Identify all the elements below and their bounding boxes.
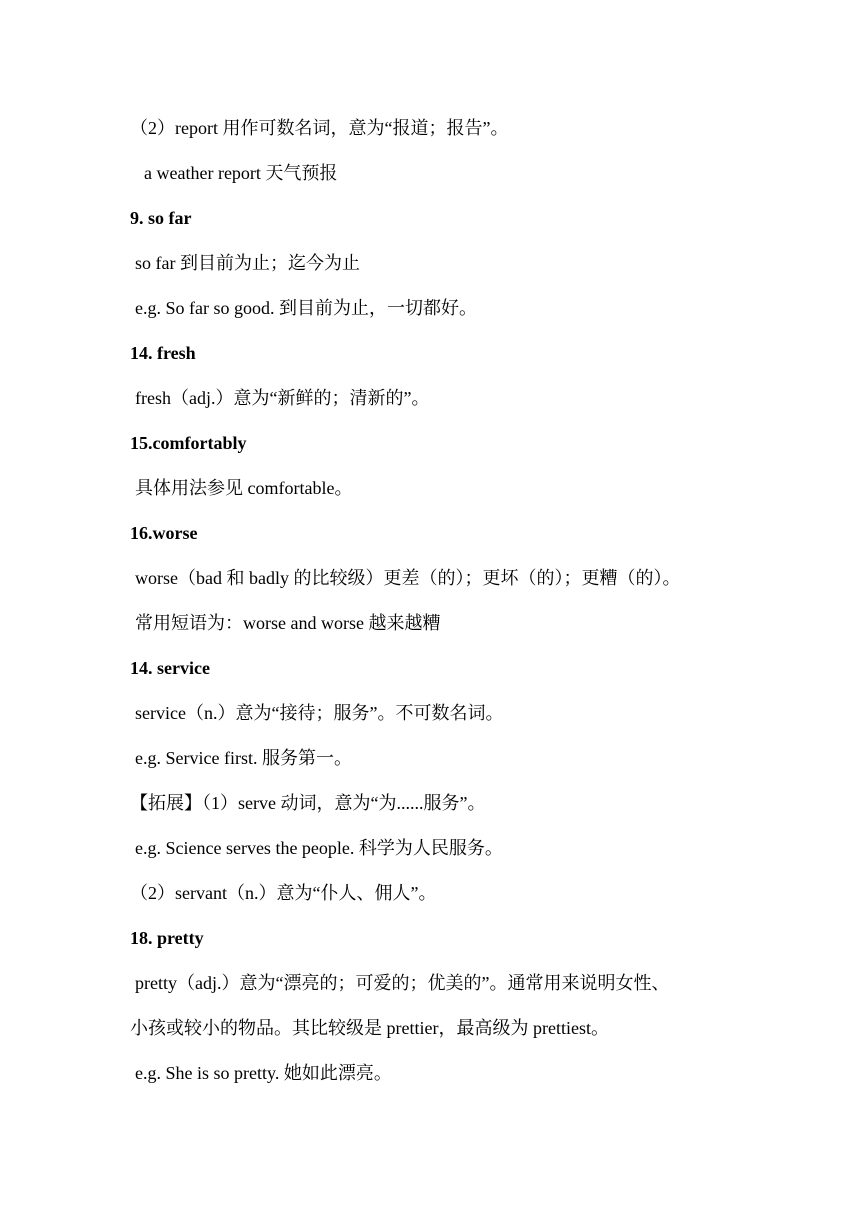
text-line: 具体用法参见 comfortable。 [135, 478, 353, 498]
section-heading: 16.worse [130, 523, 198, 543]
text-line: pretty（adj.）意为“漂亮的；可爱的；优美的”。通常用来说明女性、 [135, 973, 670, 993]
section-heading: 18. pretty [130, 928, 204, 948]
text-line: 常用短语为：worse and worse 越来越糟 [135, 613, 441, 633]
text-line: fresh（adj.）意为“新鲜的；清新的”。 [135, 388, 430, 408]
text-line: （2）servant（n.）意为“仆人、佣人”。 [130, 883, 437, 903]
section-heading: 9. so far [130, 208, 192, 228]
text-line: worse（bad 和 badly 的比较级）更差（的）；更坏（的）；更糟（的）。 [135, 568, 681, 588]
section-heading: 15.comfortably [130, 433, 247, 453]
text-line: service（n.）意为“接待；服务”。不可数名词。 [135, 703, 504, 723]
text-line: （2）report 用作可数名词，意为“报道；报告”。 [130, 118, 509, 138]
section-heading: 14. fresh [130, 343, 196, 363]
text-line: a weather report 天气预报 [144, 163, 338, 183]
text-line: 【拓展】（1）serve 动词，意为“为......服务”。 [130, 793, 486, 813]
section-heading: 14. service [130, 658, 210, 678]
example-line: e.g. Science serves the people. 科学为人民服务。 [135, 838, 503, 858]
example-line: e.g. So far so good. 到目前为止，一切都好。 [135, 298, 477, 318]
example-line: e.g. She is so pretty. 她如此漂亮。 [135, 1063, 392, 1083]
example-line: e.g. Service first. 服务第一。 [135, 748, 352, 768]
text-line: so far 到目前为止；迄今为止 [135, 253, 360, 273]
text-line: 小孩或较小的物品。其比较级是 prettier，最高级为 prettiest。 [130, 1018, 609, 1038]
